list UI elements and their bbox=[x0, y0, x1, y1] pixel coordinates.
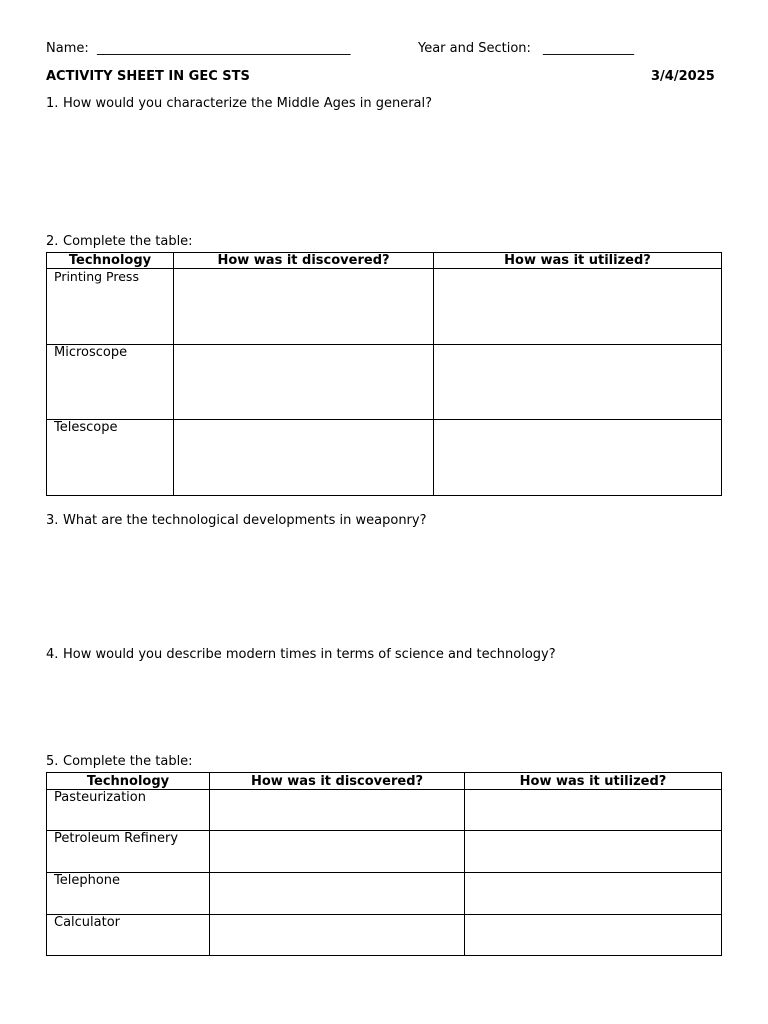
technology-cell bbox=[47, 420, 174, 496]
table-row bbox=[47, 790, 722, 831]
utilized-cell[interactable] bbox=[465, 831, 722, 873]
q1-text: How would you characterize the Middle Ages in general? bbox=[63, 96, 433, 111]
header-technology: Technology bbox=[47, 773, 210, 790]
technology-cell bbox=[47, 915, 210, 956]
table-row bbox=[47, 915, 722, 956]
technology-table-1 bbox=[46, 252, 722, 496]
q3-text: What are the technological developments in weaponry? bbox=[63, 513, 427, 528]
technology-label: Calculator bbox=[54, 915, 121, 930]
header-discovered: How was it discovered? bbox=[210, 773, 465, 790]
name-blank[interactable]: _______________________________________ bbox=[97, 41, 351, 56]
header-utilized: How was it utilized? bbox=[434, 253, 722, 269]
utilized-cell[interactable] bbox=[465, 915, 722, 956]
table-row bbox=[47, 345, 722, 420]
header-technology: Technology bbox=[47, 253, 174, 269]
table-header-row bbox=[47, 773, 722, 790]
name-label: Name: bbox=[46, 41, 89, 56]
discovered-cell[interactable] bbox=[210, 790, 465, 831]
technology-cell bbox=[47, 790, 210, 831]
q2-number: 2. bbox=[46, 234, 59, 249]
discovered-cell[interactable] bbox=[210, 831, 465, 873]
q3-number: 3. bbox=[46, 513, 59, 528]
technology-label: Printing Press bbox=[54, 269, 139, 284]
discovered-cell[interactable] bbox=[174, 345, 434, 420]
q5-text: Complete the table: bbox=[63, 754, 193, 769]
table-row bbox=[47, 420, 722, 496]
q4-text: How would you describe modern times in terms of science and technology? bbox=[63, 647, 556, 662]
utilized-cell[interactable] bbox=[434, 420, 722, 496]
table-header-row bbox=[47, 253, 722, 269]
discovered-cell[interactable] bbox=[210, 873, 465, 915]
q4-number: 4. bbox=[46, 647, 59, 662]
utilized-cell[interactable] bbox=[434, 269, 722, 345]
document-title: ACTIVITY SHEET IN GEC STS bbox=[46, 69, 250, 84]
technology-label: Petroleum Refinery bbox=[54, 831, 179, 846]
technology-cell bbox=[47, 345, 174, 420]
table-row bbox=[47, 269, 722, 345]
technology-label: Telescope bbox=[54, 420, 118, 435]
q5-number: 5. bbox=[46, 754, 59, 769]
technology-label: Telephone bbox=[54, 873, 121, 888]
document-date: 3/4/2025 bbox=[651, 69, 715, 84]
discovered-cell[interactable] bbox=[210, 915, 465, 956]
technology-label: Microscope bbox=[54, 345, 128, 360]
technology-cell bbox=[47, 269, 174, 345]
utilized-cell[interactable] bbox=[465, 873, 722, 915]
year-section-label: Year and Section: bbox=[418, 41, 531, 56]
table-row bbox=[47, 831, 722, 873]
utilized-cell[interactable] bbox=[434, 345, 722, 420]
year-section-blank[interactable]: ______________ bbox=[543, 41, 634, 56]
discovered-cell[interactable] bbox=[174, 420, 434, 496]
header-discovered: How was it discovered? bbox=[174, 253, 434, 269]
q2-text: Complete the table: bbox=[63, 234, 193, 249]
header-utilized: How was it utilized? bbox=[465, 773, 722, 790]
technology-cell bbox=[47, 873, 210, 915]
table-row bbox=[47, 873, 722, 915]
utilized-cell[interactable] bbox=[465, 790, 722, 831]
technology-cell bbox=[47, 831, 210, 873]
technology-label: Pasteurization bbox=[54, 790, 146, 805]
discovered-cell[interactable] bbox=[174, 269, 434, 345]
q1-number: 1. bbox=[46, 96, 59, 111]
technology-table-2 bbox=[46, 772, 722, 956]
